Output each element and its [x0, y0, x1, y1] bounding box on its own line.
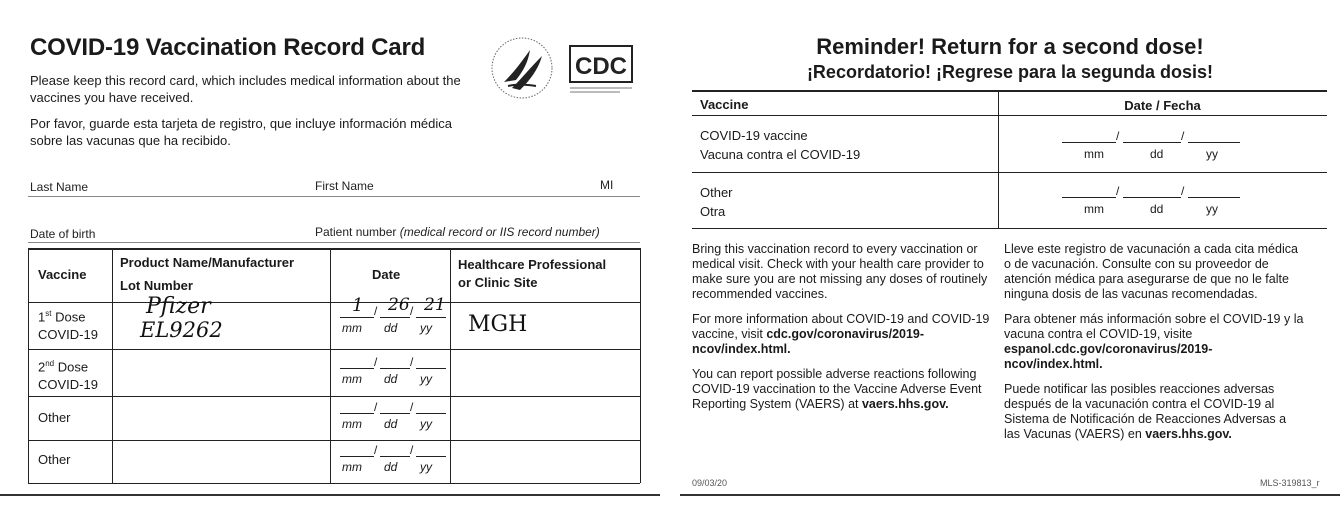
card-bottom-edge [0, 494, 660, 496]
dob-underline [28, 242, 640, 243]
header-date: Date [372, 267, 401, 282]
header-product: Product Name/Manufacturer [120, 255, 295, 270]
patient-number-label: Patient number (medical record or IIS record number) [315, 225, 600, 239]
row-4-date[interactable]: / / mm dd yy [340, 446, 450, 482]
info-spanish [1004, 242, 1304, 442]
row-1-date: 1 26 21 / / mm dd yy [342, 295, 446, 335]
handwritten-product: Pfizer [146, 294, 211, 319]
row-2-date[interactable]: / / mm dd yy [340, 358, 450, 394]
row-1-label: 1st Dose COVID-19 [38, 309, 98, 343]
dob-label: Date of birth [30, 227, 96, 241]
reminder-title-english: Reminder! Return for a second dose! [816, 34, 1204, 59]
handwritten-lot: EL9262 [140, 318, 223, 342]
info-es-p1: Lleve este registro de vacunación a cada cita médica o de vacunación. Consulte con su proveedor de atención médica para asegurarse de que no le falte ninguna dosis de las vacunas recomendadas. [1004, 242, 1298, 301]
row-4-label: Other [38, 452, 71, 467]
header-vaccine: Vaccine [38, 267, 87, 282]
footer-code: MLS-319813_r [1260, 478, 1320, 488]
info-en-p3: You can report possible adverse reactions following COVID-19 vaccination to the Vaccine Adverse Event Reporting System (VAERS) at vaers.hhs.gov. [692, 367, 982, 411]
last-name-label: Last Name [30, 180, 89, 194]
row-3-date[interactable]: / / mm dd yy [340, 403, 450, 439]
back-row-2-label: Other Otra [700, 185, 733, 219]
row-3-label: Other [38, 410, 71, 425]
info-en-p2: For more information about COVID-19 and COVID-19 vaccine, visit cdc.gov/coronavirus/2019-ncov/index.html. [692, 312, 990, 356]
cdc-link[interactable]: cdc.gov/coronavirus/2019-ncov/index.html. [692, 327, 925, 356]
back-row-1-date[interactable]: / / mm dd yy [1062, 132, 1202, 168]
vaers-link[interactable]: vaers.hhs.gov. [861, 397, 949, 411]
card-front [0, 0, 660, 508]
card-back [680, 0, 1340, 508]
name-underline [28, 196, 640, 197]
intro-english: Please keep this record card, which includes medical information about the vaccines you have received. [30, 73, 461, 105]
footer-date: 09/03/20 [692, 478, 728, 488]
info-english [692, 242, 992, 412]
info-es-p3: Puede notificar las posibles reacciones adversas después de la vacunación contra el COVID-19 al Sistema de Notificación de Reacciones Adversas a las Vacunas (VAERS) en vaers.hhs.gov. [1004, 382, 1287, 441]
hhs-cdc-logo [490, 34, 640, 102]
back-header-vaccine: Vaccine [700, 97, 749, 112]
card-title: COVID-19 Vaccination Record Card [30, 34, 426, 61]
reminder-title-spanish: ¡Recordatorio! ¡Regrese para la segunda dosis! [806, 62, 1214, 82]
info-es-p2: Para obtener más información sobre el COVID-19 y la vacuna contra el COVID-19, visite espanol.cdc.gov/coronavirus/2019-ncov/index.html. [1004, 312, 1304, 371]
header-lot: Lot Number [120, 278, 193, 293]
info-en-p1: Bring this vaccination record to every vaccination or medical visit. Check with your health care provider to make sure you are not missing any doses of routinely recommended vaccines. [692, 242, 988, 301]
row-2-label: 2nd Dose COVID-19 [38, 359, 98, 393]
header-site-line1: Healthcare Professional [458, 257, 607, 272]
vaers-spanish-link[interactable]: vaers.hhs.gov. [1145, 427, 1232, 441]
back-bottom-edge [680, 494, 1340, 496]
back-header-date: Date / Fecha [1124, 98, 1201, 113]
middle-initial-label: MI [600, 178, 614, 192]
cdc-spanish-link[interactable]: espanol.cdc.gov/coronavirus/2019-ncov/index.html. [1004, 342, 1213, 371]
intro-spanish: Por favor, guarde esta tarjeta de registro, que incluye información médica sobre las vacunas que ha recibido. [30, 116, 453, 148]
first-name-label: First Name [315, 179, 374, 193]
cdc-logo-text: CDC [575, 53, 627, 80]
handwritten-site: MGH [468, 312, 528, 337]
back-row-1-label: COVID-19 vaccine Vacuna contra el COVID-19 [700, 128, 861, 162]
back-row-2-date[interactable]: / / mm dd yy [1062, 187, 1202, 223]
header-site-line2: or Clinic Site [458, 275, 538, 290]
